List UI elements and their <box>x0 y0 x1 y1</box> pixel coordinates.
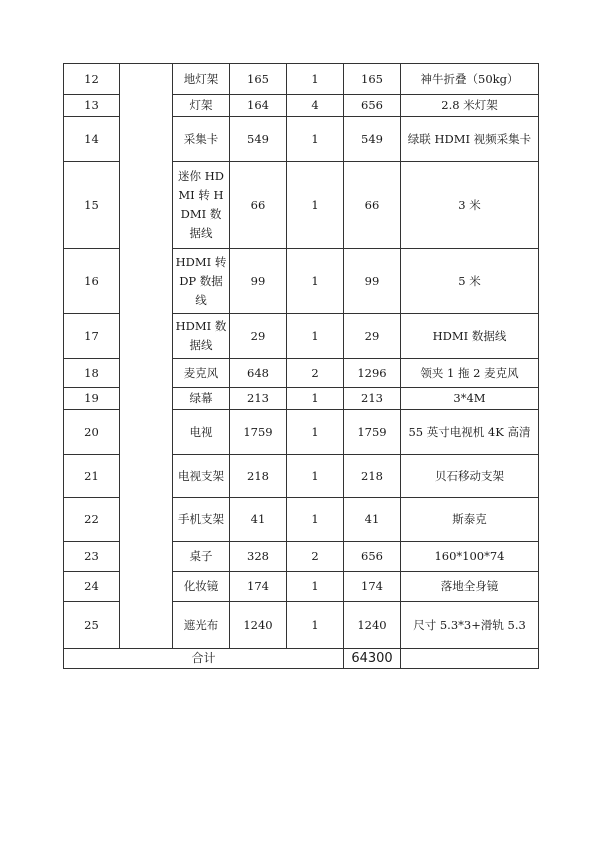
row-number: 18 <box>64 359 120 388</box>
row-number: 12 <box>64 64 120 95</box>
note: 斯泰克 <box>401 498 539 542</box>
unit-price: 328 <box>230 542 287 572</box>
row-number: 17 <box>64 314 120 359</box>
row-number: 13 <box>64 95 120 117</box>
unit-price: 66 <box>230 162 287 249</box>
unit-price: 174 <box>230 572 287 602</box>
item-name: 电视支架 <box>173 455 230 498</box>
row-number: 15 <box>64 162 120 249</box>
amount: 174 <box>344 572 401 602</box>
item-name: 手机支架 <box>173 498 230 542</box>
row-number: 19 <box>64 388 120 410</box>
note: 5 米 <box>401 249 539 314</box>
note: 3*4M <box>401 388 539 410</box>
table-row <box>64 64 539 95</box>
row-number: 23 <box>64 542 120 572</box>
unit-price: 165 <box>230 64 287 95</box>
unit-price: 648 <box>230 359 287 388</box>
row-number: 14 <box>64 117 120 162</box>
quantity: 1 <box>287 388 344 410</box>
quantity: 2 <box>287 542 344 572</box>
quantity: 1 <box>287 314 344 359</box>
amount: 99 <box>344 249 401 314</box>
unit-price: 218 <box>230 455 287 498</box>
row-number: 16 <box>64 249 120 314</box>
total-row <box>64 649 539 669</box>
note: 尺寸 5.3*3+滑轨 5.3 <box>401 602 539 649</box>
note: 55 英寸电视机 4K 高清 <box>401 410 539 455</box>
note: HDMI 数据线 <box>401 314 539 359</box>
quantity: 1 <box>287 498 344 542</box>
row-number: 22 <box>64 498 120 542</box>
quantity: 1 <box>287 410 344 455</box>
unit-price: 549 <box>230 117 287 162</box>
amount: 29 <box>344 314 401 359</box>
row-number: 21 <box>64 455 120 498</box>
amount: 41 <box>344 498 401 542</box>
unit-price: 1759 <box>230 410 287 455</box>
unit-price: 99 <box>230 249 287 314</box>
amount: 165 <box>344 64 401 95</box>
amount: 218 <box>344 455 401 498</box>
quantity: 1 <box>287 455 344 498</box>
item-name: 采集卡 <box>173 117 230 162</box>
unit-price: 164 <box>230 95 287 117</box>
note: 贝石移动支架 <box>401 455 539 498</box>
item-name: 地灯架 <box>173 64 230 95</box>
note: 2.8 米灯架 <box>401 95 539 117</box>
row-number: 24 <box>64 572 120 602</box>
total-note <box>401 649 539 669</box>
category-cell <box>120 64 173 649</box>
item-name: 麦克风 <box>173 359 230 388</box>
unit-price: 29 <box>230 314 287 359</box>
amount: 549 <box>344 117 401 162</box>
unit-price: 1240 <box>230 602 287 649</box>
row-number: 25 <box>64 602 120 649</box>
quantity: 1 <box>287 64 344 95</box>
note: 3 米 <box>401 162 539 249</box>
quantity: 1 <box>287 572 344 602</box>
note: 落地全身镜 <box>401 572 539 602</box>
note: 160*100*74 <box>401 542 539 572</box>
item-name: 桌子 <box>173 542 230 572</box>
unit-price: 41 <box>230 498 287 542</box>
quantity: 2 <box>287 359 344 388</box>
quantity: 1 <box>287 249 344 314</box>
amount: 1240 <box>344 602 401 649</box>
item-name: HDMI 数据线 <box>173 314 230 359</box>
total-label: 合计 <box>64 649 344 669</box>
item-name: 化妆镜 <box>173 572 230 602</box>
quantity: 1 <box>287 602 344 649</box>
item-name: 遮光布 <box>173 602 230 649</box>
item-name: 迷你 HDMI 转 HDMI 数据线 <box>173 162 230 249</box>
item-name: 灯架 <box>173 95 230 117</box>
equipment-table <box>63 63 539 669</box>
amount: 1759 <box>344 410 401 455</box>
item-name: HDMI 转 DP 数据线 <box>173 249 230 314</box>
note: 领夹 1 拖 2 麦克风 <box>401 359 539 388</box>
amount: 66 <box>344 162 401 249</box>
amount: 213 <box>344 388 401 410</box>
quantity: 1 <box>287 117 344 162</box>
quantity: 4 <box>287 95 344 117</box>
note: 绿联 HDMI 视频采集卡 <box>401 117 539 162</box>
amount: 656 <box>344 542 401 572</box>
amount: 1296 <box>344 359 401 388</box>
unit-price: 213 <box>230 388 287 410</box>
total-value: 64300 <box>344 649 401 669</box>
item-name: 电视 <box>173 410 230 455</box>
note: 神牛折叠（50kg） <box>401 64 539 95</box>
quantity: 1 <box>287 162 344 249</box>
row-number: 20 <box>64 410 120 455</box>
item-name: 绿幕 <box>173 388 230 410</box>
amount: 656 <box>344 95 401 117</box>
